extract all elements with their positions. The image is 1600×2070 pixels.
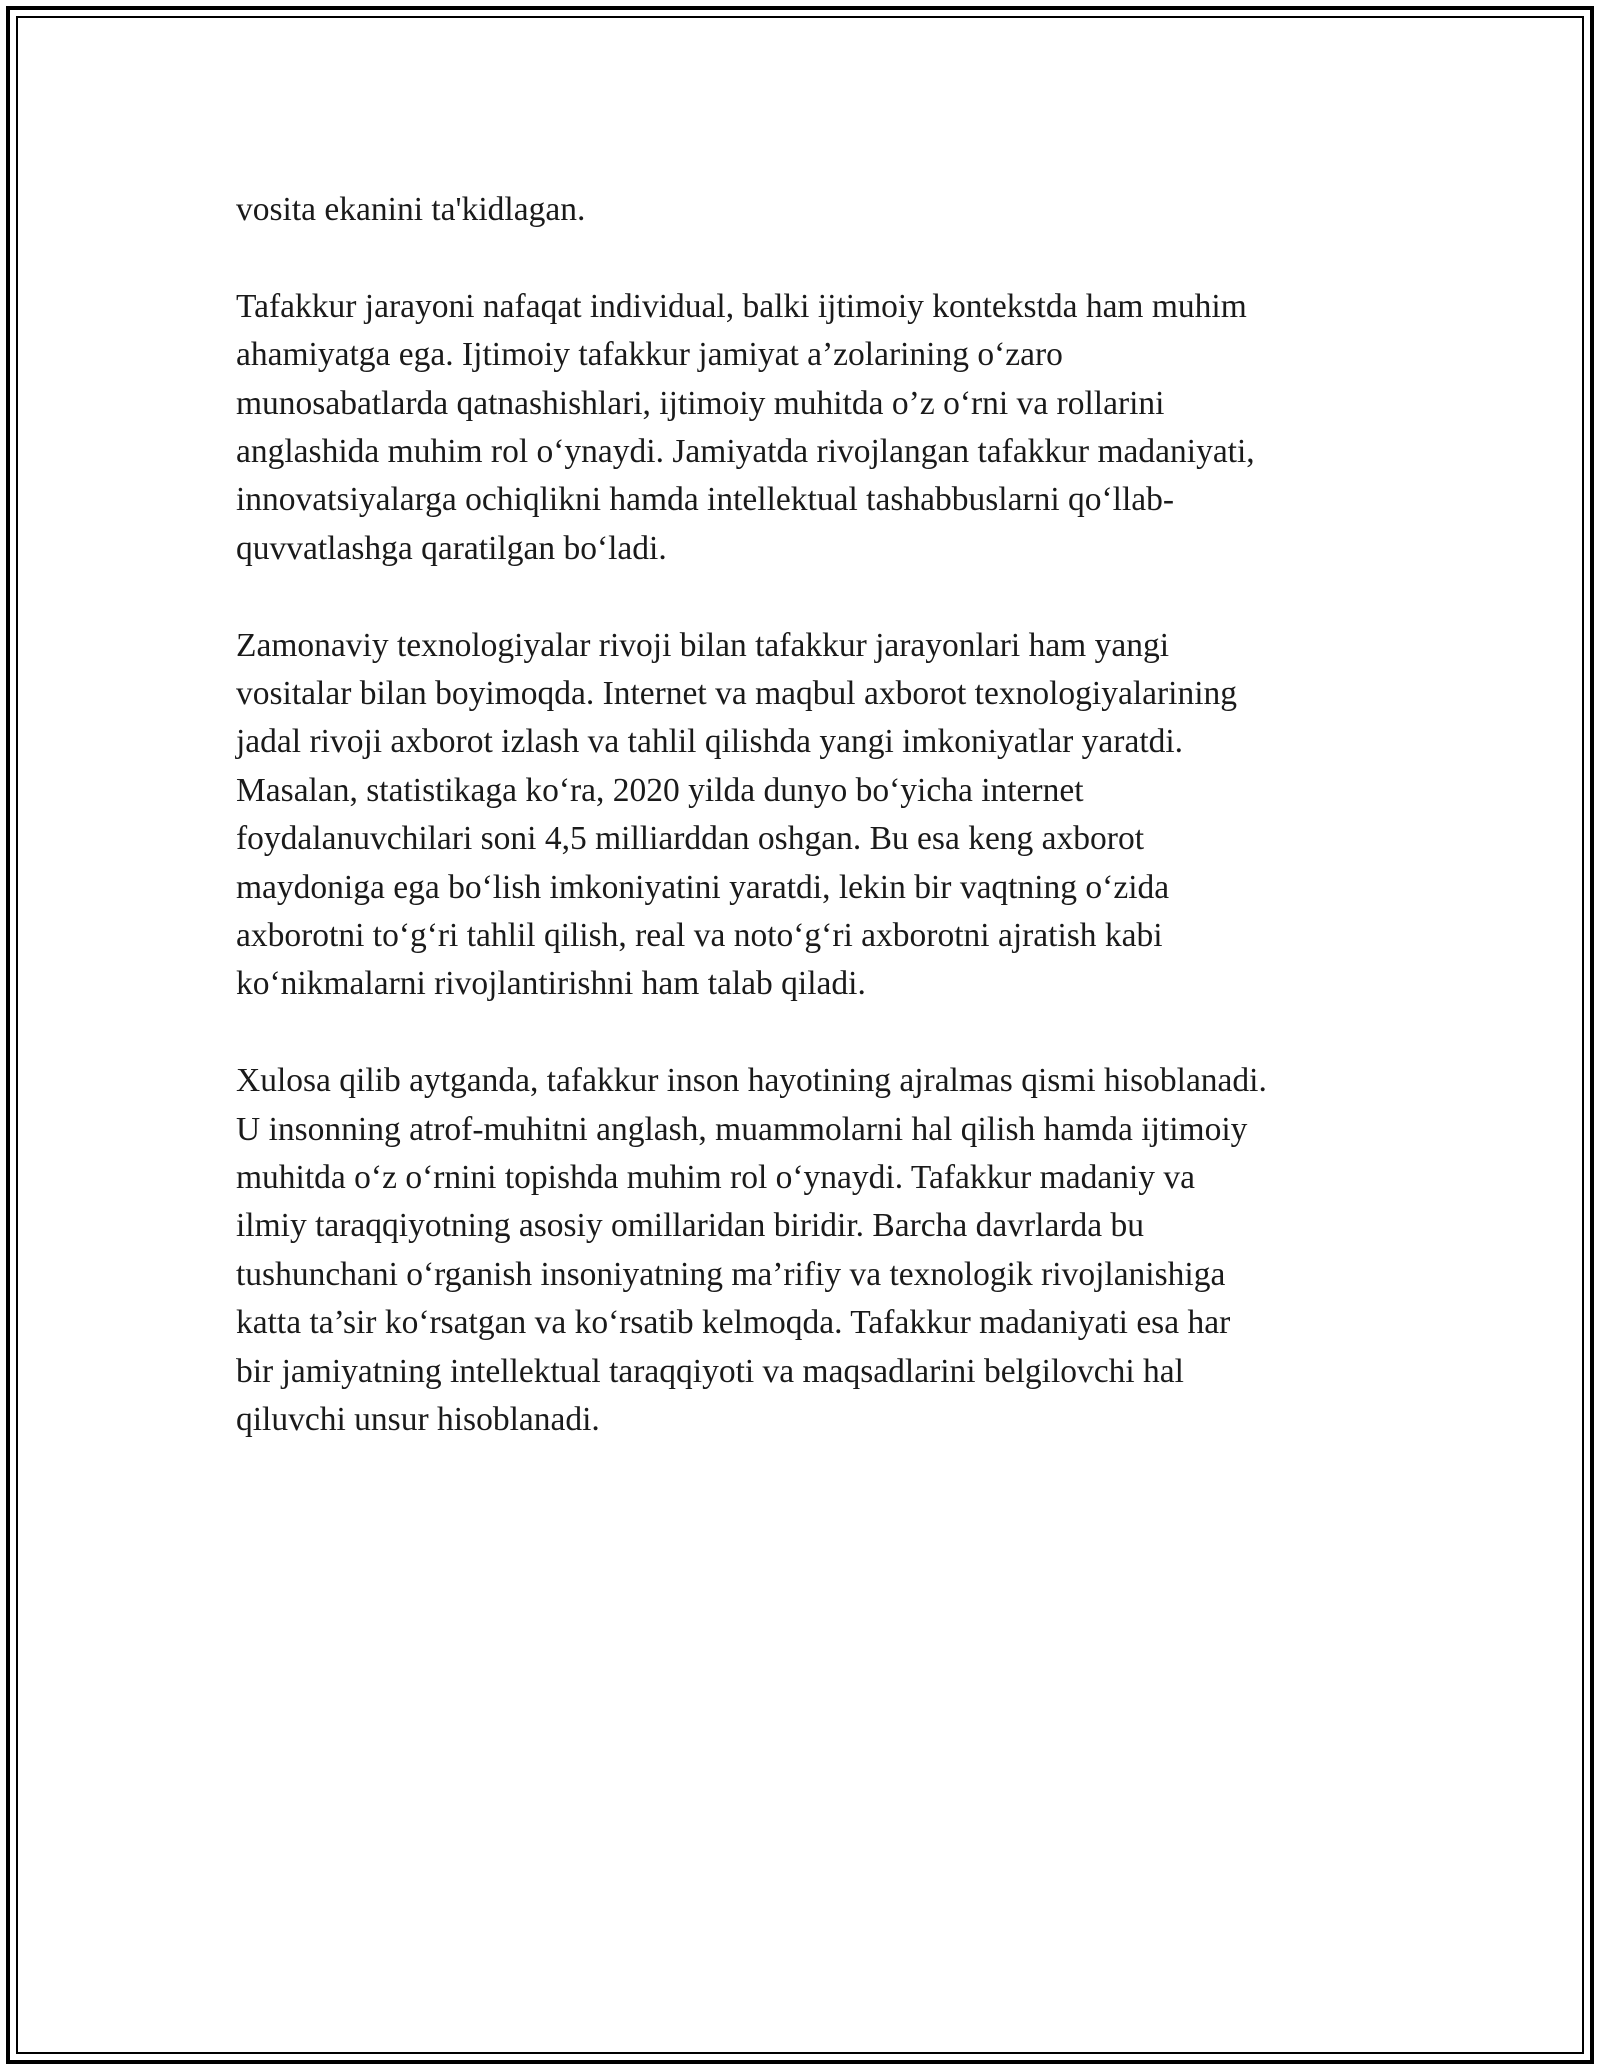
paragraph-conclusion: Xulosa qilib aytganda, tafakkur inson hayotining ajralmas qismi hisoblanadi. U insonning atrof-muhitni anglash, muammolarni hal qilish hamda ijtimoiy muhitda o‘z o‘rnini topishda muhim rol o‘ynaydi. Tafakkur madaniy va ilmiy taraqqiyotning asosiy omillaridan biridir. Barcha davrlarda bu tushunchani o‘rganish insoniyatning ma’rifiy va texnologik rivojlanishiga katta ta’sir ko‘rsatgan va ko‘rsatib kelmoqda. Tafakkur madaniyati esa har bir jamiyatning intellektual taraqqiyoti va maqsadlarini belgilovchi hal qiluvchi unsur hisoblanadi. — [236, 1062, 1267, 1439]
paragraph-modern-technologies: Zamonaviy texnologiyalar rivoji bilan tafakkur jarayonlari ham yangi vositalar bilan boyimoqda. Internet va maqbul axborot texnologiyalarining jadal rivoji axborot izlash va tahlil qilishda yangi imkoniyatlar yaratdi. Masalan, statistikaga ko‘ra, 2020 yilda dunyo bo‘yicha internet foydalanuvchilari soni 4,5 milliarddan oshgan. Bu esa keng axborot maydoniga ega bo‘lish imkoniyatini yaratdi, lekin bir vaqtning o‘zida axborotni to‘g‘ri tahlil qilish, real va noto‘g‘ri axborotni ajratish kabi ko‘nikmalarni rivojlantirishni ham talab qiladi. — [236, 626, 1238, 1003]
paragraph-continuation: vosita ekanini ta'kidlagan. — [236, 191, 586, 228]
document-body — [236, 186, 1416, 1493]
paragraph-social-thinking: Tafakkur jarayoni nafaqat individual, balki ijtimoiy kontekstda ham muhim ahamiyatga ega. Ijtimoiy tafakkur jamiyat a’zolarining o‘zaro munosabatlarda qatnashishlari, ijtimoiy muhitda o’z o‘rni va rollarini anglashida muhim rol o‘ynaydi. Jamiyatda rivojlangan tafakkur madaniyati, innovatsiyalarga ochiqlikni hamda intellektual tashabbuslarni qo‘llab- quvvatlashga qaratilgan bo‘ladi. — [236, 287, 1255, 567]
